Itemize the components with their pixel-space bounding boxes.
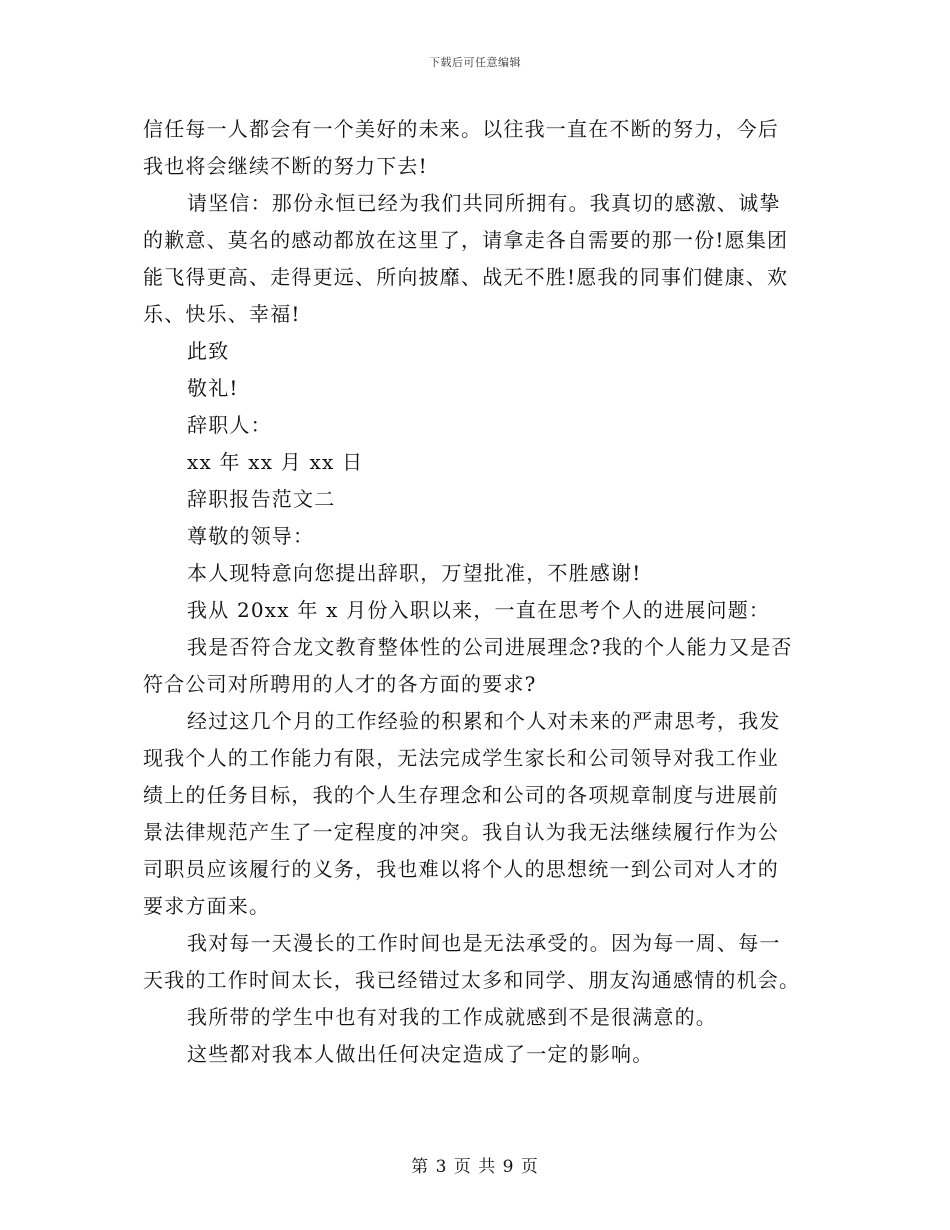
text-line: 符合公司对所聘用的人才的各方面的要求?	[143, 672, 537, 696]
text-line: 乐、快乐、幸福!	[143, 302, 301, 326]
text-line: 我所带的学生中也有对我的工作成就感到不是很满意的。	[187, 1005, 717, 1029]
text-line: 尊敬的领导：	[187, 524, 315, 548]
text-line: 现我个人的工作能力有限，无法完成学生家长和公司领导对我工作业	[143, 746, 779, 770]
document-body	[143, 111, 809, 1073]
page-footer: 第 3 页 共 9 页	[411, 1157, 539, 1177]
text-line: 请坚信：那份永恒已经为我们共同所拥有。我真切的感激、诚挚	[187, 191, 781, 215]
text-line: xx 年 xx 月 xx 日	[187, 450, 364, 474]
text-line: 要求方面来。	[143, 894, 271, 918]
text-line: 经过这几个月的工作经验的积累和个人对未来的严肃思考，我发	[187, 709, 781, 733]
text-line: 我也将会继续不断的努力下去!	[143, 154, 428, 178]
text-line: 我从 20xx 年 x 月份入职以来，一直在思考个人的进展问题：	[187, 598, 771, 622]
text-line: 信任每一人都会有一个美好的未来。以往我一直在不断的努力，今后	[143, 117, 779, 141]
text-line: 我是否符合龙文教育整体性的公司进展理念?我的个人能力又是否	[187, 635, 793, 659]
text-line: 景法律规范产生了一定程度的冲突。我自认为我无法继续履行作为公	[143, 820, 779, 844]
text-line: 司职员应该履行的义务，我也难以将个人的思想统一到公司对人才的	[143, 857, 779, 881]
text-line: 此致	[187, 339, 230, 363]
text-line: 辞职人：	[187, 413, 272, 437]
text-line: 本人现特意向您提出辞职，万望批准，不胜感谢!	[187, 561, 642, 585]
text-line: 能飞得更高、走得更远、所向披靡、战无不胜!愿我的同事们健康、欢	[143, 265, 789, 289]
text-line: 敬礼!	[187, 376, 239, 400]
text-line: 天我的工作时间太长，我已经错过太多和同学、朋友沟通感情的机会。	[143, 968, 801, 992]
text-line: 辞职报告范文二	[187, 487, 336, 511]
page-header: 下载后可任意编辑	[429, 56, 521, 69]
text-line: 这些都对我本人做出任何决定造成了一定的影响。	[187, 1042, 654, 1066]
text-line: 绩上的任务目标，我的个人生存理念和公司的各项规章制度与进展前	[143, 783, 779, 807]
text-line: 我对每一天漫长的工作时间也是无法承受的。因为每一周、每一	[187, 931, 781, 955]
text-line: 的歉意、莫名的感动都放在这里了，请拿走各自需要的那一份!愿集团	[143, 228, 789, 252]
